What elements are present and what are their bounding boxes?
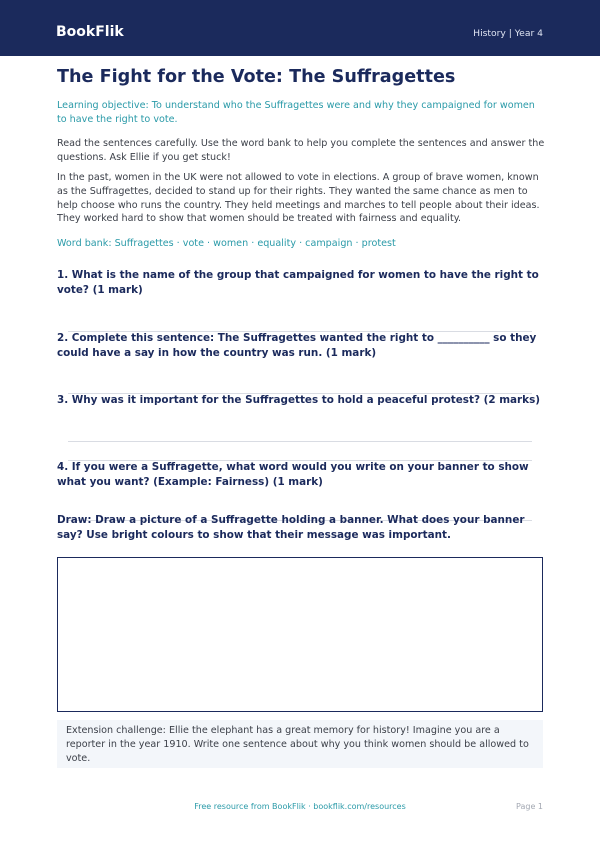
footer-resource-link[interactable]: Free resource from BookFlik · bookflik.com/resources bbox=[194, 802, 406, 811]
learning-objective: Learning objective: To understand who the Suffragettes were and why they campaigned for women to have the right to vote. bbox=[57, 100, 535, 125]
word-bank: Word bank: Suffragettes · vote · women · equality · campaign · protest bbox=[57, 238, 396, 249]
question-3: 3. Why was it important for the Suffragettes to hold a peaceful protest? (2 marks) bbox=[57, 394, 541, 406]
drawing-box[interactable] bbox=[57, 557, 543, 712]
answer-line-3a[interactable] bbox=[68, 441, 532, 442]
header-bar bbox=[0, 0, 600, 56]
question-2: 2. Complete this sentence: The Suffragettes wanted the right to __________ so they could have a say in how the country was run. (1 mark) bbox=[57, 332, 537, 359]
page-number: Page 1 bbox=[516, 802, 543, 811]
passage-text: In the past, women in the UK were not allowed to vote in elections. A group of brave women, known as the Suffragettes, decided to stand up for their rights. They wanted the same chance as men to help choose who runs the country. They held meetings and marches to tell people about their ideas. They worked hard to show that women should be treated with fairness and equality. bbox=[57, 172, 540, 225]
extension-challenge: Extension challenge: Ellie the elephant has a great memory for history! Imagine you are a reporter in the year 1910. Write one sentence about why you think women should be allowed to vote. bbox=[57, 720, 543, 768]
question-4: 4. If you were a Suffragette, what word would you write on your banner to show what you want? (Example: Fairness) (1 mark) bbox=[57, 461, 529, 488]
page-title: The Fight for the Vote: The Suffragettes bbox=[57, 67, 456, 87]
subject-year-label: History | Year 4 bbox=[473, 28, 543, 39]
draw-task: Draw: Draw a picture of a Suffragette holding a banner. What does your banner say? Use bright colours to show that their message was important. bbox=[57, 514, 525, 541]
instructions-text: Read the sentences carefully. Use the word bank to help you complete the sentences and answer the questions. Ask Ellie if you get stuck! bbox=[57, 138, 545, 163]
question-1: 1. What is the name of the group that campaigned for women to have the right to vote? (1 mark) bbox=[57, 269, 539, 296]
brand-logo[interactable]: BookFlik bbox=[56, 24, 124, 40]
